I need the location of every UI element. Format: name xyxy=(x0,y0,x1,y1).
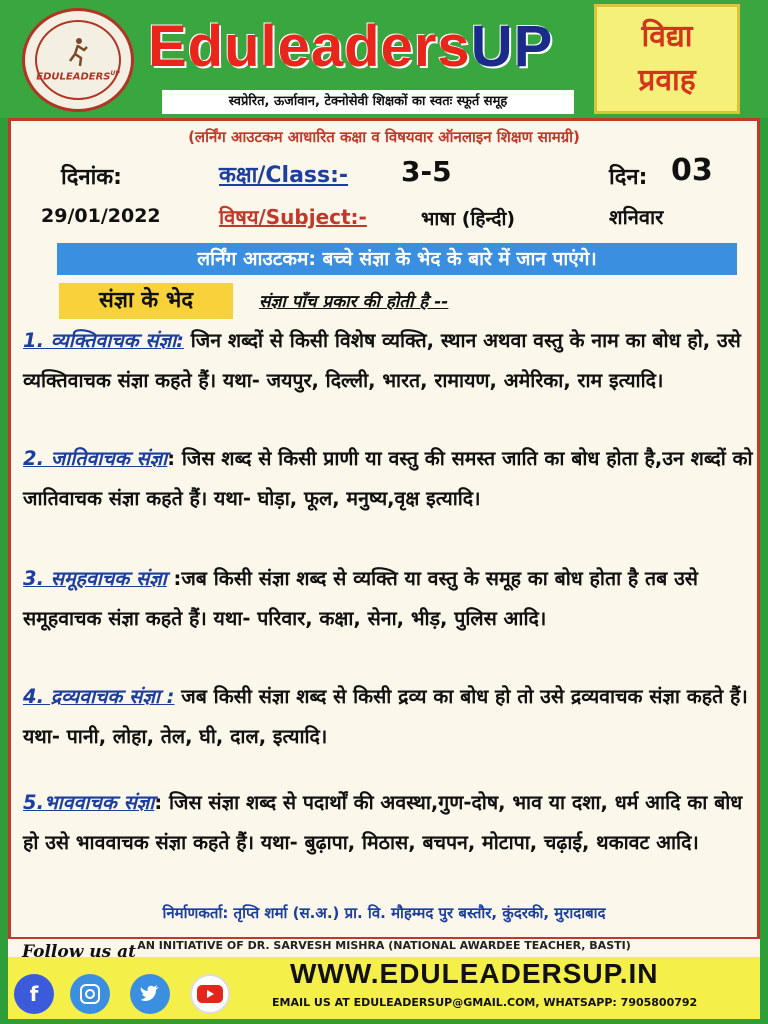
tagline: स्वप्रेरित, ऊर्जावान, टेक्नोसेवी शिक्षकों का स्वतः स्फूर्त समूह xyxy=(162,90,574,114)
logo-ring xyxy=(35,20,121,100)
section-text: जिन शब्दों से किसी विशेष व्यक्ति, स्थान अथवा वस्तु के नाम का बोध हो, उसे व्यक्तिवाचक संज्ञा कहते हैं। यथा- जयपुर, दिल्ली, भारत, रामायण, अमेरिका, राम इत्यादि। xyxy=(23,329,741,392)
brand-main: Eduleaders xyxy=(148,14,471,79)
section-text: : जिस संज्ञा शब्द से पदार्थों की अवस्था,गुण-दोष, भाव या दशा, धर्म आदि का बोध हो उसे भाववाचक संज्ञा कहते हैं। यथा- बुढ़ापा, मिठास, बचपन, मोटापा, चढ़ाई, थकावट आदि। xyxy=(23,791,743,854)
class-value: 3-5 xyxy=(401,155,452,188)
day-label: दिन: xyxy=(609,165,648,190)
contact-line[interactable]: EMAIL US AT EDULEADERSUP@GMAIL.COM, WHATSAPP: 7905800792 xyxy=(272,996,698,1009)
section-term: 4. द्रव्यवाचक संज्ञा : xyxy=(23,685,175,708)
brand-up: UP xyxy=(470,14,554,79)
section-term: 3. समूहवाचक संज्ञा xyxy=(23,567,167,590)
twitter-icon[interactable] xyxy=(130,974,170,1014)
youtube-icon[interactable] xyxy=(190,974,230,1014)
logo-text: $EDULEADERS^{UP}$ xyxy=(36,70,120,83)
instagram-icon[interactable] xyxy=(70,974,110,1014)
date-value: 29/01/2022 xyxy=(41,205,161,227)
initiative-line: AN INITIATIVE OF DR. SARVESH MISHRA (NATIONAL AWARDEE TEACHER, BASTI) xyxy=(8,939,760,957)
facebook-icon[interactable]: f xyxy=(14,974,54,1014)
day-value: 03 xyxy=(671,153,713,188)
section-2 xyxy=(23,439,753,519)
date-label: दिनांक: xyxy=(61,165,122,190)
section-term: 2. जातिवाचक संज्ञा xyxy=(23,447,168,470)
brand-title xyxy=(148,6,588,88)
section-text: जब किसी संज्ञा शब्द से किसी द्रव्य का बोध हो तो उसे द्रव्यवाचक संज्ञा कहते हैं। यथा- पानी, लोहा, तेल, घी, दाल, इत्यादि। xyxy=(23,685,748,748)
vidya-pravah-badge xyxy=(594,4,740,114)
runner-icon xyxy=(67,37,89,67)
section-3 xyxy=(23,559,753,639)
instagram-glyph xyxy=(79,983,101,1005)
class-label: कक्षा/Class:- xyxy=(219,163,349,188)
subhead: (लर्निंग आउटकम आधारित कक्षा व विषयवार ऑनलाइन शिक्षण सामग्री) xyxy=(188,128,580,146)
youtube-glyph xyxy=(196,984,224,1004)
section-term: 5.भाववाचक संज्ञा xyxy=(23,791,155,814)
intro-text: संज्ञा पाँच प्रकार की होती है -- xyxy=(259,292,449,312)
follow-us-label: Follow us at xyxy=(22,942,137,962)
website-link[interactable]: WWW.EDULEADERSUP.IN xyxy=(290,958,659,989)
credit-line: निर्माणकर्ता: तृप्ति शर्मा (स.अ.) प्रा. वि. मौहम्मद पुर बस्तौर, कुंदरकी, मुरादाबाद xyxy=(162,904,606,922)
section-5 xyxy=(23,783,753,863)
twitter-glyph xyxy=(139,984,161,1004)
learning-outcome: लर्निंग आउटकम: बच्चे संज्ञा के भेद के बारे में जान पाएंगे। xyxy=(57,243,737,275)
content-panel xyxy=(8,118,760,940)
vidya-line2: प्रवाह xyxy=(638,63,696,98)
section-4 xyxy=(23,677,753,757)
section-text: :जब किसी संज्ञा शब्द से व्यक्ति या वस्तु के समूह का बोध होता है तब उसे समूहवाचक संज्ञा कहते हैं। यथा- परिवार, कक्षा, सेना, भीड़, पुलिस आदि। xyxy=(23,567,698,630)
eduleaders-logo[interactable] xyxy=(22,8,134,112)
weekday: शनिवार xyxy=(609,205,664,229)
header xyxy=(0,0,768,118)
topic-title: संज्ञा के भेद xyxy=(59,283,233,319)
vidya-line1: विद्या xyxy=(641,19,693,54)
section-1 xyxy=(23,321,753,401)
subject-label: विषय/Subject:- xyxy=(219,205,367,229)
section-term: 1. व्यक्तिवाचक संज्ञा: xyxy=(23,329,184,352)
section-text: : जिस शब्द से किसी प्राणी या वस्तु की समस्त जाति का बोध होता है,उन शब्दों को जातिवाचक संज्ञा कहते हैं। यथा- घोड़ा, फूल, मनुष्य,वृक्ष इत्यादि। xyxy=(23,447,753,510)
subject-value: भाषा (हिन्दी) xyxy=(421,208,516,230)
